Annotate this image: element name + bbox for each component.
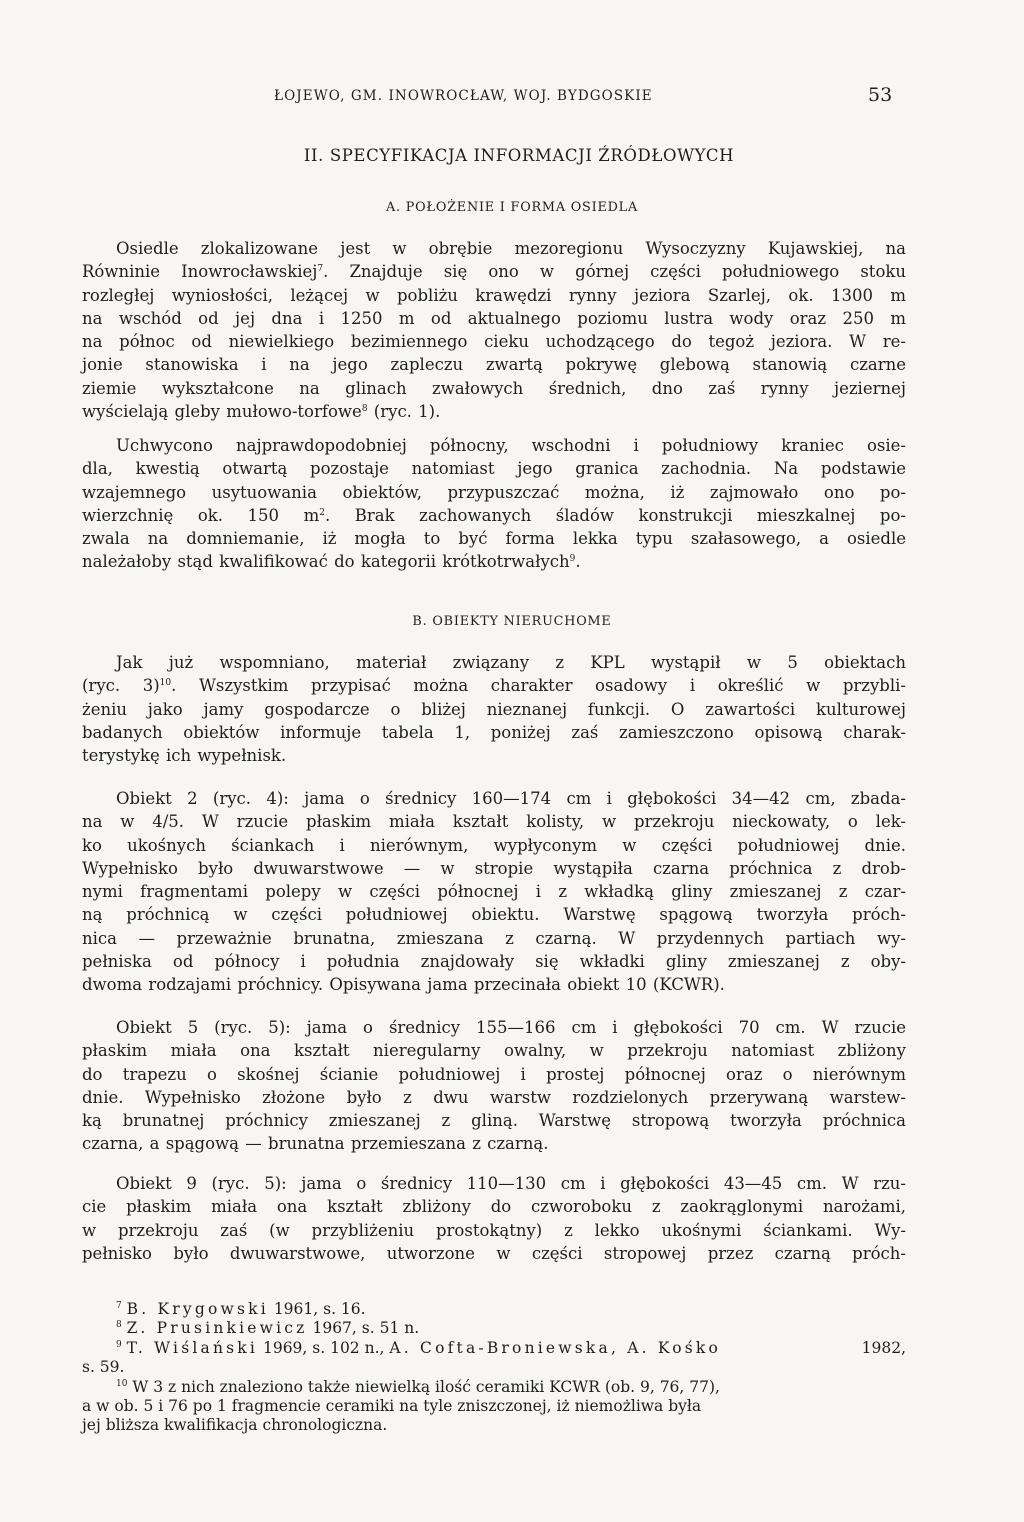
text-line: ną próchnicą w części południowej obiektu. Warstwę spągową tworzyła próch- (82, 905, 906, 925)
text-line: Osiedle zlokalizowane jest w obrębie mezoregionu Wysoczyzny Kujawskiej, na (116, 239, 906, 258)
text-line: w przekroju zaś (w przybliżeniu prostokątny) z lekko ukośnymi ściankami. Wy- (82, 1220, 906, 1240)
text-line: Uchwycono najprawdopodobniej północny, wschodni i południowy kraniec osie- (116, 436, 906, 455)
text-line: pełniska od północy i południa znajdowały się wkładki gliny zmieszanej z oby- (82, 952, 906, 972)
paragraph-objects (82, 651, 906, 767)
text-line: nymi fragmentami polepy w części północnej i z wkładką gliny zmieszanej z czar- (82, 882, 906, 902)
text-line: terystykę ich wypełnisk. (82, 746, 287, 766)
text-line: Obiekt 2 (ryc. 4): jama o średnicy 160—174 cm i głębokości 34—42 cm, zbada- (116, 789, 906, 808)
text-line: ziemie wykształcone na glinach zwałowych średnich, dno zaś rynny jeziernej (82, 378, 906, 398)
text-line: do trapezu o skośnej ścianie południowej i prostej północnej oraz o nierównym (82, 1064, 906, 1084)
text-line: Jak już wspomniano, materiał związany z KPL wystąpił w 5 obiektach (116, 653, 906, 672)
paragraph-location (82, 237, 906, 423)
superscript: 2 (319, 507, 325, 518)
footnote-ref: 7 (317, 264, 324, 275)
running-header: ŁOJEWO, GM. INOWROCŁAW, WOJ. BYDGOSKIE (274, 88, 653, 104)
text-line: wierzchnię ok. 150 $m^2$. Brak zachowanych śladów konstrukcji mieszkalnej po- (82, 505, 906, 525)
footnote-10-line: a w ob. 5 i 76 po 1 fragmencie ceramiki na tyle zniszczonej, iż niemożliwa była (82, 1397, 702, 1416)
paragraph-object-5 (82, 1016, 906, 1156)
text-line: dwoma rodzajami próchnicy. Opisywana jama przecinała obiekt 10 (KCWR). (82, 975, 725, 995)
footnote-8: $^8$ Z. Prusinkiewicz 1967, s. 51 n. (116, 1319, 420, 1338)
text-line: zwala na domniemanie, iż mogła to być forma lekka typu szałasowego, a osiedle (82, 529, 906, 549)
text-line: (ryc. 3)$^{10}$. Wszystkim przypisać można charakter osadowy i określić w przybli- (82, 676, 906, 696)
text-line: rozległej wyniosłości, leżącej w pobliżu krawędzi rynny jeziora Szarlej, ok. 1300 m (82, 285, 906, 305)
footnote-10-line: jej bliższa kwalifikacja chronologiczna. (82, 1416, 388, 1435)
text-line: ko ukośnych ściankach i nierównym, wypłyconym w części południowej dnie. (82, 835, 906, 855)
text-line: na wschód od jej dna i 1250 m od aktualnego poziomu lustra wody oraz 250 m (82, 308, 906, 328)
page-number: 53 (868, 84, 893, 106)
footnote-9: $^9$ T. Wiślański 1969, s. 102 n., A. Cofta-Broniewska, A. Kośko 1982, (116, 1338, 906, 1357)
text-line: dla, kwestią otwartą pozostaje natomiast jego granica zachodnia. Na podstawie (82, 459, 906, 479)
text-line: Wypełnisko było dwuwarstwowe — w stropie wystąpiła czarna próchnica z drob- (82, 858, 906, 878)
footnotes (82, 1300, 906, 1436)
text-line: należałoby stąd kwalifikować do kategorii krótkotrwałych$^9$. (82, 552, 581, 572)
text-line: cie płaskim miała ona kształt zbliżony do czworoboku z zaokrąglonymi narożami, (82, 1197, 906, 1217)
text-line: badanych obiektów informuje tabela 1, poniżej zaś zamieszczono opisową charak- (82, 722, 906, 742)
text-line: wyścielają gleby mułowo-torfowe$^8$ (ryc. 1). (82, 402, 441, 422)
text-line: Obiekt 9 (ryc. 5): jama o średnicy 110—130 cm i głębokości 43—45 cm. W rzu- (116, 1174, 906, 1193)
footnote-ref: 9 (569, 554, 576, 565)
text-line: Obiekt 5 (ryc. 5): jama o średnicy 155—166 cm i głębokości 70 cm. W rzucie (116, 1018, 906, 1037)
section-title: II. SPECYFIKACJA INFORMACJI ŹRÓDŁOWYCH (303, 146, 735, 165)
text-line: jonie stanowiska i na jego zapleczu zwartą pokrywę glebową stanowią czarne (82, 355, 906, 375)
subsection-heading-a: A. POŁOŻENIE I FORMA OSIEDLA (385, 200, 639, 215)
text-line: na w 4/5. W rzucie płaskim miała kształt kolisty, w przekroju nieckowaty, o lek- (82, 812, 906, 832)
text-line: czarna, a spągową — brunatna przemieszana z czarną. (82, 1134, 549, 1154)
footnote-7: $^7$ B. Krygowski 1961, s. 16. (116, 1300, 366, 1318)
footnote-10: $^{10}$ W 3 z nich znaleziono także niewielką ilość ceramiki KCWR (ob. 9, 76, 77), (116, 1377, 720, 1396)
text-line: płaskim miała ona kształt nieregularny owalny, w przekroju natomiast zbliżony (82, 1041, 906, 1061)
text-line: dnie. Wypełnisko złożone było z dwu warstw rozdzielonych przerywaną warstew- (82, 1087, 906, 1107)
footnote-ref: 10 (159, 678, 172, 689)
text-line: na północ od niewielkiego bezimiennego cieku uchodzącego do tegoż jeziora. W re- (82, 332, 906, 352)
footnote-ref: 8 (361, 404, 368, 415)
text-line: pełnisko było dwuwarstwowe, utworzone w części stropowej przez czarną próch- (82, 1243, 906, 1263)
subsection-heading-b: B. OBIEKTY NIERUCHOME (412, 614, 612, 629)
text-line: ką brunatnej próchnicy zmieszanej z gliną. Warstwę stropową tworzyła próchnica (82, 1111, 906, 1131)
text-line: wzajemnego usytuowania obiektów, przypuszczać można, iż zajmowało ono po- (82, 482, 906, 502)
paragraph-object-9 (82, 1172, 906, 1265)
text-line: żeniu jako jamy gospodarcze o bliżej nieznanej funkcji. O zawartości kulturowej (82, 699, 906, 719)
footnote-9-continuation: s. 59. (82, 1358, 125, 1377)
paragraph-object-2 (82, 787, 906, 997)
paragraph-extent (82, 434, 906, 574)
text-line: Równinie Inowrocławskiej$^7$. Znajduje się ono w górnej części południowego stoku (82, 262, 907, 282)
text-line: nica — przeważnie brunatna, zmieszana z czarną. W przydennych partiach wy- (82, 928, 906, 948)
